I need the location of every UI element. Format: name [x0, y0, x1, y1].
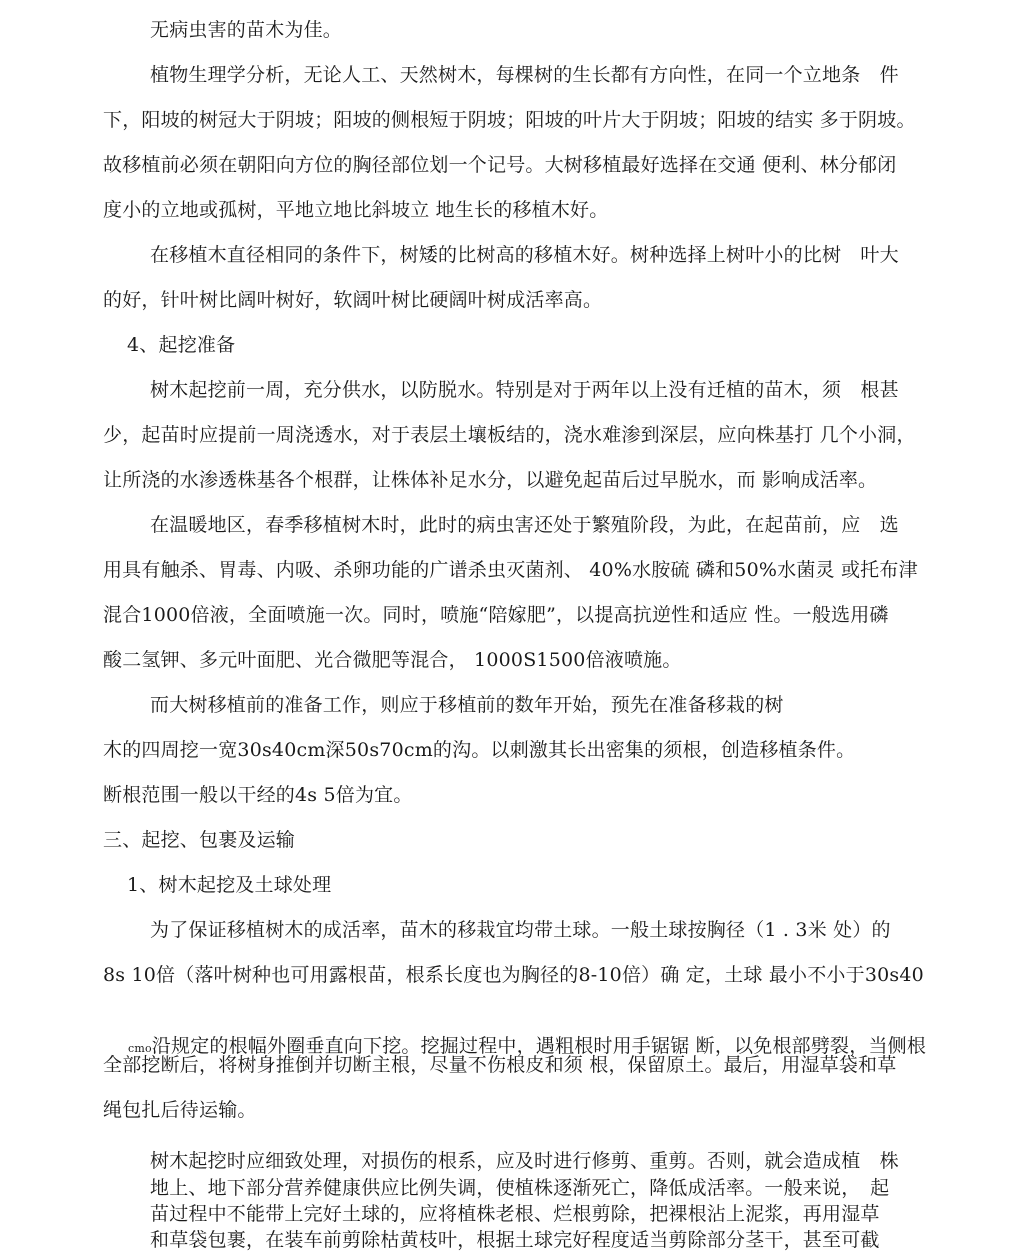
text-line: 酸二氢钾、多元叶面肥、光合微肥等混合， 1000S1500倍液喷施。	[103, 649, 682, 671]
text-line: 用具有触杀、胃毒、内吸、杀卵功能的广谱杀虫灭菌剂、 40%水胺硫 磷和50%水菌灵 或托布津	[103, 559, 918, 581]
text-line: 少，起苗时应提前一周浇透水，对于表层土壤板结的，浇水难渗到深层，应向株基打 几个小洞，	[103, 424, 916, 446]
text-line: 让所浇的水渗透株基各个根群，让株体补足水分，以避免起苗后过早脱水，而 影响成活率。	[103, 469, 878, 491]
section-heading: 4、起挖准备	[127, 334, 236, 356]
text-line: 为了保证移植树木的成活率，苗木的移栽宜均带土球。一般土球按胸径（1 . 3米 处）的	[150, 919, 891, 941]
text-line: 植物生理学分析，无论人工、天然树木，每棵树的生长都有方向性，在同一个立地条 件	[150, 64, 899, 86]
text-line: 度小的立地或孤树，平地立地比斜坡立 地生长的移植木好。	[103, 199, 609, 221]
text-line	[103, 1007, 927, 1057]
text-line: 在移植木直径相同的条件下，树矮的比树高的移植木好。树种选择上树叶小的比树 叶大	[150, 244, 899, 266]
text-line: 木的四周挖一宽30s40cm深50s70cm的沟。以刺激其长出密集的须根，创造移植条件。	[103, 739, 856, 761]
text-line: 地上、地下部分营养健康供应比例失调，使植株逐渐死亡，降低成活率。一般来说， 起	[150, 1177, 890, 1199]
text-line: 断根范围一般以干经的4s 5倍为宜。	[103, 784, 413, 806]
text-line: 8s 10倍（落叶树种也可用露根苗，根系长度也为胸径的8-10倍）确 定，土球 最小不小于30s40	[103, 964, 924, 986]
text-line: 苗过程中不能带上完好土球的，应将植株老根、烂根剪除，把裸根沾上泥浆，再用湿草	[150, 1203, 880, 1225]
text-line: 混合1000倍液，全面喷施一次。同时，喷施“陪嫁肥”，以提高抗逆性和适应 性。一般选用磷	[103, 604, 889, 626]
text-line: 在温暖地区，春季移植树木时，此时的病虫害还处于繁殖阶段，为此，在起苗前，应 选	[150, 514, 899, 536]
text-line: 而大树移植前的准备工作，则应于移植前的数年开始，预先在准备移栽的树	[150, 694, 784, 716]
unit-mark: cmo	[127, 1042, 152, 1055]
text-line: 的好，针叶树比阔叶树好，软阔叶树比硬阔叶树成活率高。	[103, 289, 603, 311]
chapter-heading: 三、起挖、包裹及运输	[103, 829, 296, 851]
text-line: 无病虫害的苗木为佳。	[150, 19, 343, 41]
text-line: 树木起挖前一周，充分供水，以防脱水。特别是对于两年以上没有迁植的苗木，须 根甚	[150, 379, 899, 401]
text-line: 和草袋包裹，在装车前剪除枯黄枝叶，根据土球完好程度适当剪除部分茎干，甚至可截	[150, 1229, 880, 1251]
text-line: 绳包扎后待运输。	[103, 1099, 257, 1121]
text-line: 全部挖断后，将树身推倒并切断主根，尽量不伤根皮和须 根，保留原土。最后，用湿草袋和草	[103, 1054, 897, 1076]
text-line-content: 沿规定的根幅外圈垂直向下挖。挖掘过程中，遇粗根时用手锯锯 断，以免根部劈裂，当侧根	[151, 1035, 927, 1057]
section-heading: 1、树木起挖及土球处理	[127, 874, 332, 896]
text-line: 故移植前必须在朝阳向方位的胸径部位划一个记号。大树移植最好选择在交通 便利、林分郁闭	[103, 154, 897, 176]
text-line: 下，阳坡的树冠大于阴坡；阳坡的侧根短于阴坡；阳坡的叶片大于阴坡；阳坡的结实 多于阴坡。	[103, 109, 916, 131]
text-line: 树木起挖时应细致处理，对损伤的根系，应及时进行修剪、重剪。否则，就会造成植 株	[150, 1150, 899, 1172]
